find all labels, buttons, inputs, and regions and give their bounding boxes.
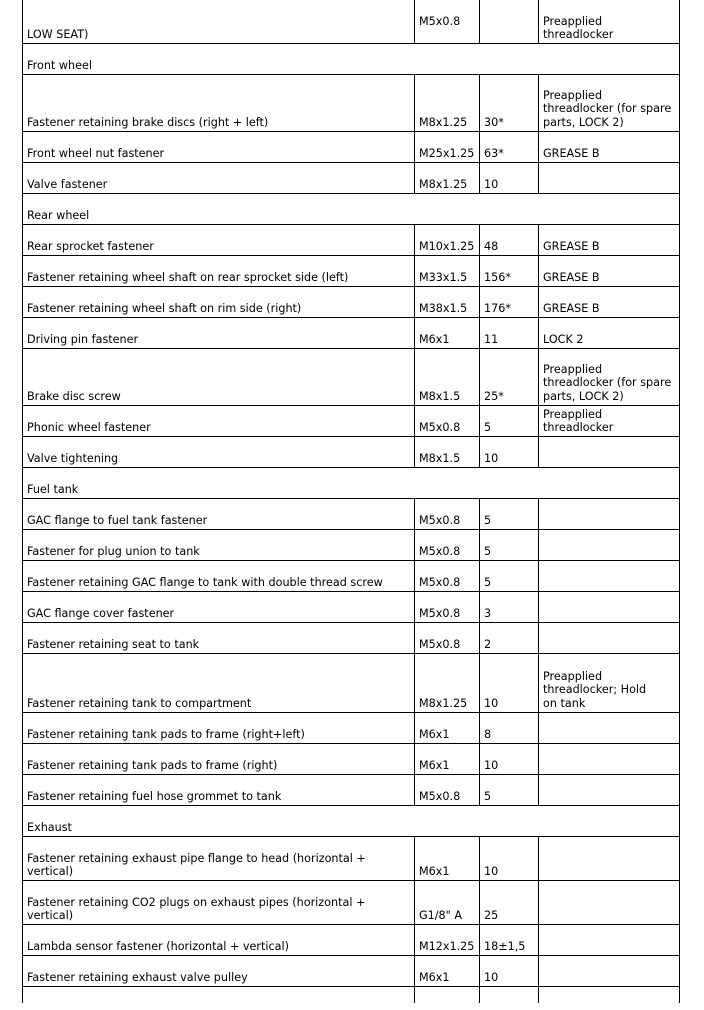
notes: GREASE B bbox=[539, 256, 680, 287]
torque-value: 30* bbox=[480, 75, 539, 132]
fastener-description: Fastener retaining CO2 plugs on exhaust pipes (horizontal + vertical) bbox=[23, 881, 415, 925]
section-title: Exhaust bbox=[23, 806, 680, 837]
fastener-description: Brake disc screw bbox=[23, 349, 415, 406]
fastener-description: Fastener for plug union to tank bbox=[23, 530, 415, 561]
thread-size: M6x1 bbox=[415, 713, 480, 744]
thread-size: M5x0.8 bbox=[415, 775, 480, 806]
torque-value: 176* bbox=[480, 287, 539, 318]
table-row bbox=[23, 318, 680, 349]
thread-size: M25x1.25 bbox=[415, 132, 480, 163]
thread-size: M8x1.5 bbox=[415, 349, 480, 406]
table-row-truncated bbox=[23, 987, 680, 1003]
notes: Preapplied threadlocker; Hold on tank bbox=[539, 654, 680, 713]
notes bbox=[539, 530, 680, 561]
thread-size: M8x1.25 bbox=[415, 654, 480, 713]
section-title: Front wheel bbox=[23, 44, 680, 75]
section-header-exhaust bbox=[23, 806, 680, 837]
thread-size: M5x0.8 bbox=[415, 592, 480, 623]
torque-value: 25* bbox=[480, 349, 539, 406]
torque-value: 8 bbox=[480, 713, 539, 744]
table-row bbox=[23, 0, 680, 44]
notes bbox=[539, 437, 680, 468]
torque-value: 156* bbox=[480, 256, 539, 287]
thread-size: M5x0.8 bbox=[415, 561, 480, 592]
thread-size: M8x1.25 bbox=[415, 163, 480, 194]
notes bbox=[539, 775, 680, 806]
notes bbox=[539, 163, 680, 194]
empty-cell bbox=[539, 987, 680, 1003]
torque-table bbox=[22, 0, 680, 1003]
notes bbox=[539, 744, 680, 775]
fastener-description: Front wheel nut fastener bbox=[23, 132, 415, 163]
fastener-description: Fastener retaining tank pads to frame (right+left) bbox=[23, 713, 415, 744]
table-row bbox=[23, 956, 680, 987]
fastener-description: GAC flange to fuel tank fastener bbox=[23, 499, 415, 530]
table-row bbox=[23, 256, 680, 287]
notes bbox=[539, 561, 680, 592]
fastener-description: Fastener retaining exhaust valve pulley bbox=[23, 956, 415, 987]
section-title: Fuel tank bbox=[23, 468, 680, 499]
thread-size: M6x1 bbox=[415, 318, 480, 349]
table-row bbox=[23, 225, 680, 256]
notes bbox=[539, 925, 680, 956]
torque-value: 5 bbox=[480, 561, 539, 592]
torque-value: 5 bbox=[480, 775, 539, 806]
table-row bbox=[23, 881, 680, 925]
fastener-description: Fastener retaining exhaust pipe flange to head (horizontal + vertical) bbox=[23, 837, 415, 881]
notes: GREASE B bbox=[539, 225, 680, 256]
fastener-description: GAC flange cover fastener bbox=[23, 592, 415, 623]
torque-value: 25 bbox=[480, 881, 539, 925]
thread-size: G1/8" A bbox=[415, 881, 480, 925]
empty-cell bbox=[23, 987, 415, 1003]
thread-size: M5x0.8 bbox=[415, 499, 480, 530]
thread-size: M12x1.25 bbox=[415, 925, 480, 956]
section-header-rear-wheel bbox=[23, 194, 680, 225]
torque-value: 5 bbox=[480, 530, 539, 561]
torque-value: 10 bbox=[480, 163, 539, 194]
thread-size: M8x1.5 bbox=[415, 437, 480, 468]
section-header-fuel-tank bbox=[23, 468, 680, 499]
thread-size: M5x0.8 bbox=[415, 623, 480, 654]
table-row bbox=[23, 530, 680, 561]
table-row bbox=[23, 925, 680, 956]
table-row bbox=[23, 592, 680, 623]
thread-size: M5x0.8 bbox=[415, 530, 480, 561]
fastener-description: Lambda sensor fastener (horizontal + vertical) bbox=[23, 925, 415, 956]
torque-value: 10 bbox=[480, 837, 539, 881]
torque-value: 10 bbox=[480, 744, 539, 775]
section-header-front-wheel bbox=[23, 44, 680, 75]
section-title: Rear wheel bbox=[23, 194, 680, 225]
notes bbox=[539, 837, 680, 881]
torque-value: 18±1,5 bbox=[480, 925, 539, 956]
table-row bbox=[23, 623, 680, 654]
notes: LOCK 2 bbox=[539, 318, 680, 349]
fastener-description: Fastener retaining tank to compartment bbox=[23, 654, 415, 713]
notes bbox=[539, 881, 680, 925]
notes: GREASE B bbox=[539, 132, 680, 163]
fastener-description: Fastener retaining wheel shaft on rear sprocket side (left) bbox=[23, 256, 415, 287]
notes: Preapplied threadlocker (for spare parts, LOCK 2) bbox=[539, 75, 680, 132]
table-row bbox=[23, 163, 680, 194]
notes bbox=[539, 623, 680, 654]
notes bbox=[539, 592, 680, 623]
thread-size: M10x1.25 bbox=[415, 225, 480, 256]
fastener-description: Fastener retaining brake discs (right + left) bbox=[23, 75, 415, 132]
notes bbox=[539, 956, 680, 987]
thread-size: M6x1 bbox=[415, 744, 480, 775]
thread-size: M8x1.25 bbox=[415, 75, 480, 132]
torque-value: 10 bbox=[480, 437, 539, 468]
notes: Preapplied threadlocker bbox=[539, 406, 680, 437]
fastener-description: Valve tightening bbox=[23, 437, 415, 468]
table-row bbox=[23, 499, 680, 530]
torque-value: 10 bbox=[480, 956, 539, 987]
fastener-description: Fastener retaining seat to tank bbox=[23, 623, 415, 654]
notes: Preapplied threadlocker (for spare parts, LOCK 2) bbox=[539, 349, 680, 406]
torque-value bbox=[480, 0, 539, 44]
table-row bbox=[23, 287, 680, 318]
table-row bbox=[23, 349, 680, 406]
fastener-description: Driving pin fastener bbox=[23, 318, 415, 349]
fastener-description: Rear sprocket fastener bbox=[23, 225, 415, 256]
torque-value: 10 bbox=[480, 654, 539, 713]
fastener-description: Fastener retaining tank pads to frame (right) bbox=[23, 744, 415, 775]
table-row bbox=[23, 561, 680, 592]
fastener-description: Phonic wheel fastener bbox=[23, 406, 415, 437]
notes bbox=[539, 499, 680, 530]
empty-cell bbox=[415, 987, 480, 1003]
table-row bbox=[23, 775, 680, 806]
torque-value: 5 bbox=[480, 406, 539, 437]
thread-size: M6x1 bbox=[415, 837, 480, 881]
thread-size: M38x1.5 bbox=[415, 287, 480, 318]
thread-size: M6x1 bbox=[415, 956, 480, 987]
fastener-description: Fastener retaining wheel shaft on rim side (right) bbox=[23, 287, 415, 318]
table-row bbox=[23, 713, 680, 744]
table-row bbox=[23, 437, 680, 468]
thread-size: M5x0.8 bbox=[415, 0, 480, 44]
table-row bbox=[23, 75, 680, 132]
table-row bbox=[23, 837, 680, 881]
table-row bbox=[23, 744, 680, 775]
notes: GREASE B bbox=[539, 287, 680, 318]
torque-value: 63* bbox=[480, 132, 539, 163]
torque-value: 5 bbox=[480, 499, 539, 530]
empty-cell bbox=[480, 987, 539, 1003]
fastener-description: Fastener retaining GAC flange to tank with double thread screw bbox=[23, 561, 415, 592]
thread-size: M33x1.5 bbox=[415, 256, 480, 287]
fastener-description: Valve fastener bbox=[23, 163, 415, 194]
torque-value: 11 bbox=[480, 318, 539, 349]
thread-size: M5x0.8 bbox=[415, 406, 480, 437]
fastener-description: Fastener retaining fuel hose grommet to tank bbox=[23, 775, 415, 806]
table-row bbox=[23, 654, 680, 713]
fastener-description: LOW SEAT) bbox=[23, 0, 415, 44]
torque-value: 2 bbox=[480, 623, 539, 654]
torque-value: 3 bbox=[480, 592, 539, 623]
table-row bbox=[23, 132, 680, 163]
notes bbox=[539, 713, 680, 744]
table-row bbox=[23, 406, 680, 437]
torque-value: 48 bbox=[480, 225, 539, 256]
notes: Preapplied threadlocker bbox=[539, 0, 680, 44]
